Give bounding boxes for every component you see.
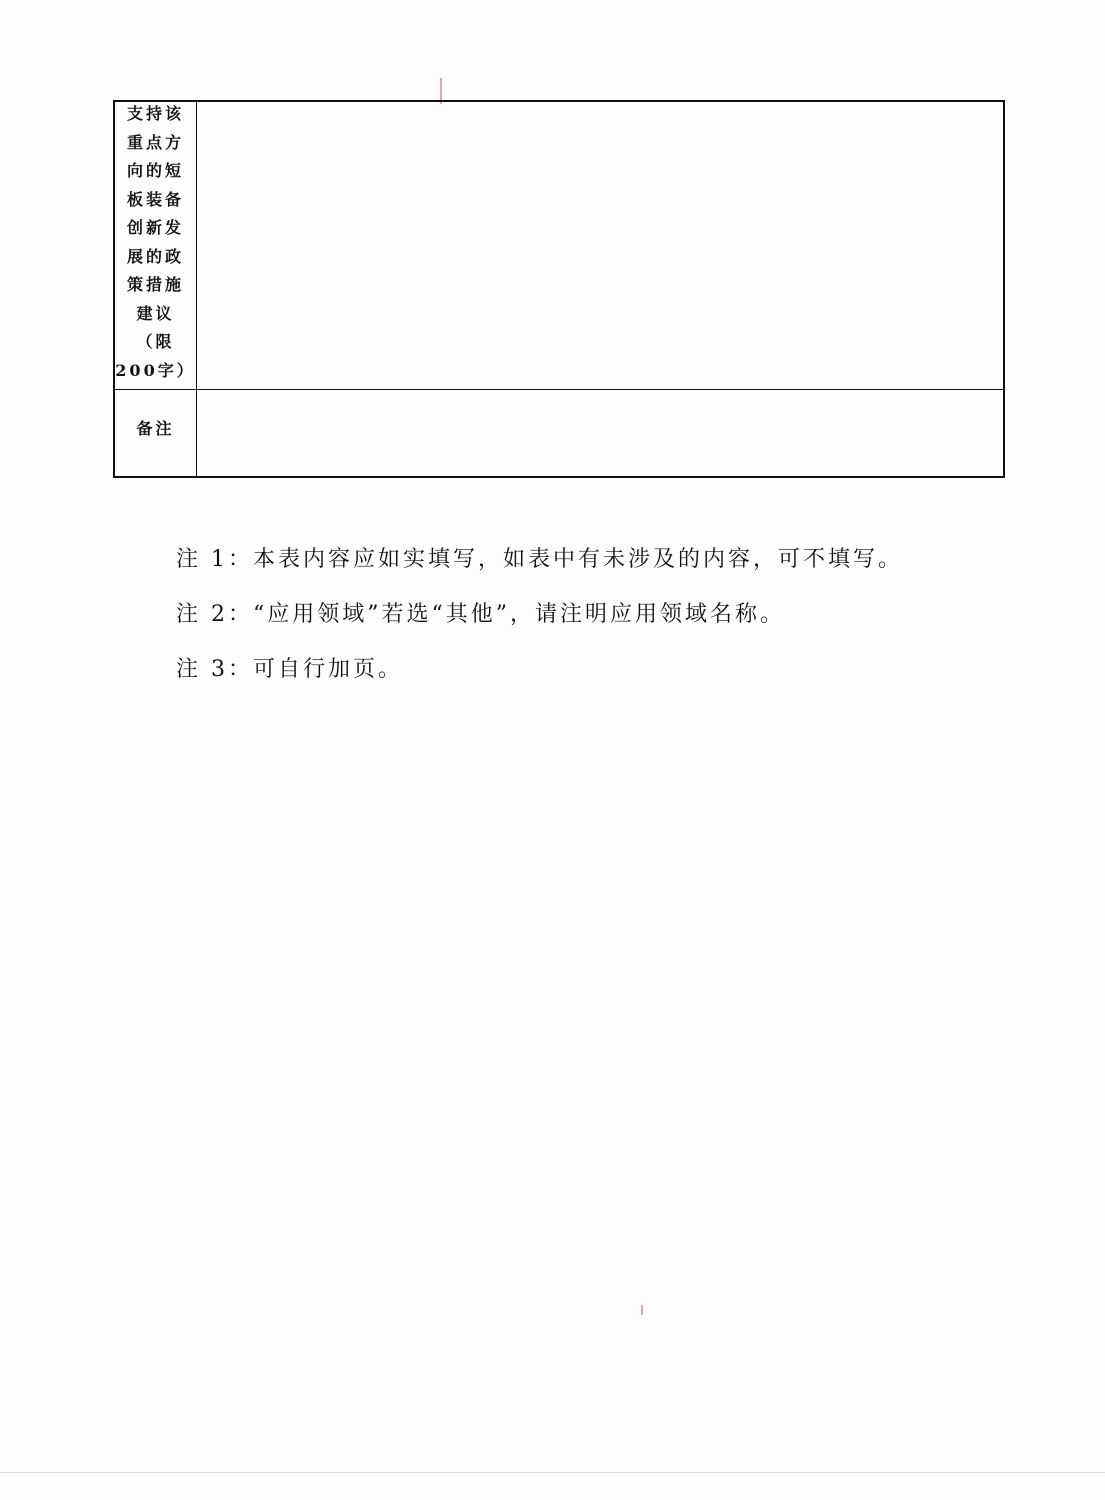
remarks-label-cell [115, 390, 197, 476]
policy-suggestions-label-line: 200字） [115, 360, 196, 380]
policy-suggestions-label-line: 支持该 [126, 104, 184, 123]
scan-mark-red [641, 1305, 643, 1315]
form-table [113, 100, 1005, 478]
table-row-policy-suggestions [115, 102, 1003, 390]
policy-suggestions-label-line: 板装备 [126, 189, 184, 209]
note-3: 注 3：可自行加页。 [176, 657, 403, 682]
policy-suggestions-label-line: 策措施 [126, 275, 184, 294]
note-1: 注 1：本表内容应如实填写，如表中有未涉及的内容，可不填写。 [176, 547, 903, 572]
policy-suggestions-input-cell[interactable] [197, 102, 1003, 389]
policy-suggestions-label-line: 建议 [136, 303, 175, 323]
scan-bottom-edge [0, 1472, 1105, 1473]
policy-suggestions-label-line: 向的短 [126, 161, 184, 180]
notes-section [176, 540, 903, 705]
table-row-remarks [115, 390, 1003, 476]
policy-suggestions-label-line: （限 [136, 332, 175, 351]
remarks-label: 备注 [136, 418, 175, 438]
remarks-input-cell[interactable] [197, 390, 1003, 476]
policy-suggestions-label-cell [115, 102, 197, 389]
note-2: 注 2：“应用领域”若选“其他”，请注明应用领域名称。 [176, 602, 785, 627]
policy-suggestions-label-line: 创新发 [126, 218, 184, 237]
policy-suggestions-label-line: 展的政 [126, 246, 184, 266]
policy-suggestions-label-line: 重点方 [126, 132, 184, 152]
